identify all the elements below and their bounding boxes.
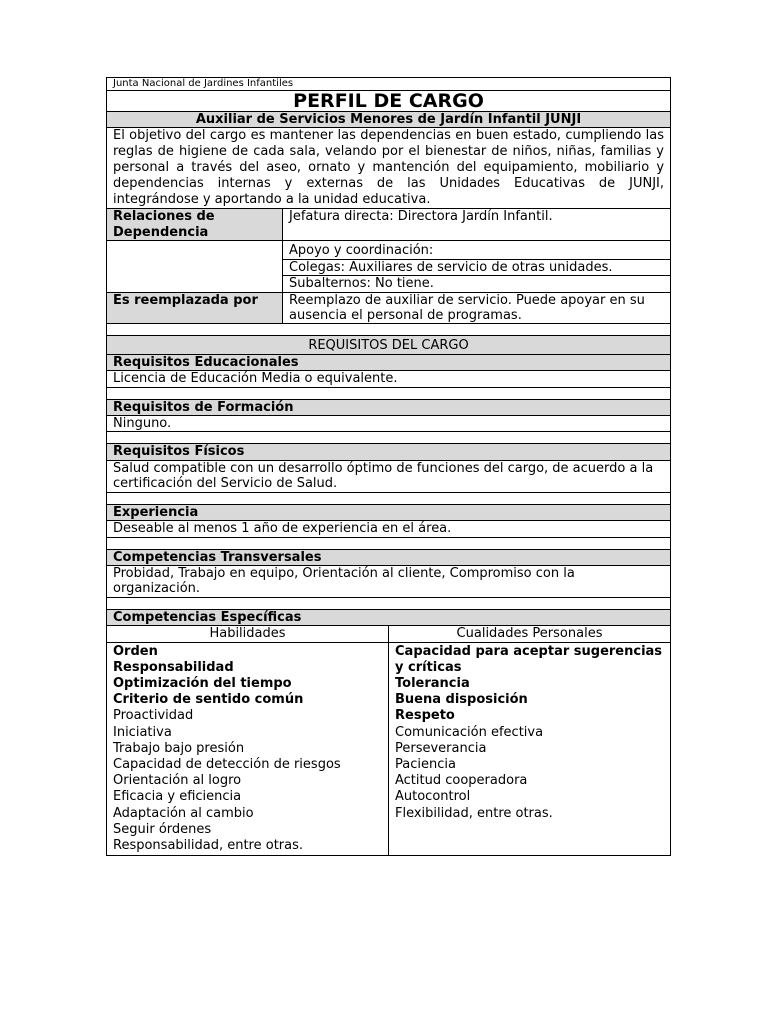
relations-empty-cell [107,241,283,292]
subordinates: Subalternos: No tiene. [283,276,671,292]
training-label: Requisitos de Formación [107,399,671,415]
position-title: Auxiliar de Servicios Menores de Jardín Infantil JUNJI [107,112,671,128]
quality-item: Tolerancia [395,675,470,691]
skill-item: Adaptación al cambio [113,805,254,821]
skill-item: Responsabilidad, entre otras. [113,837,304,853]
skill-item: Orientación al logro [113,773,242,789]
skill-item: Orden [113,643,158,659]
skill-item: Criterio de sentido común [113,692,304,708]
spacer-row [107,537,671,549]
quality-item: Flexibilidad, entre otras. [395,805,553,821]
education-label: Requisitos Educacionales [107,354,671,370]
quality-item: Respeto [395,708,455,724]
physical-label: Requisitos Físicos [107,444,671,460]
organization-name: Junta Nacional de Jardines Infantiles [107,78,671,91]
skill-item: Responsabilidad [113,659,234,675]
requirements-title: REQUISITOS DEL CARGO [107,336,671,354]
skill-item: Eficacia y eficiencia [113,789,242,805]
spacer-row [107,492,671,504]
qualities-list [389,642,671,856]
quality-item: Capacidad para aceptar sugerencias y críticas [395,643,663,675]
replaced-by-label: Es reemplazada por [107,292,283,324]
skill-item: Seguir órdenes [113,821,212,837]
training-value: Ninguno. [107,416,671,432]
support-coordination: Apoyo y coordinación: [283,241,671,259]
skill-item: Iniciativa [113,724,172,740]
skill-item: Trabajo bajo presión [113,740,245,756]
replaced-by-value: Reemplazo de auxiliar de servicio. Puede apoyar en su ausencia el personal de programas. [283,292,671,324]
quality-item: Paciencia [395,756,456,772]
spacer-row [107,597,671,609]
transversal-label: Competencias Transversales [107,549,671,565]
quality-item: Autocontrol [395,789,471,805]
skills-list [107,642,389,856]
skill-item: Optimización del tiempo [113,675,292,691]
qualities-header: Cualidades Personales [389,626,671,642]
quality-item: Comunicación efectiva [395,724,544,740]
quality-item: Actitud cooperadora [395,773,528,789]
education-value: Licencia de Educación Media o equivalente. [107,371,671,387]
quality-item: Perseverancia [395,740,487,756]
spacer-row [107,387,671,399]
spacer-row [107,324,671,336]
relations-label: Relaciones de Dependencia [107,209,283,241]
direct-supervisor: Jefatura directa: Directora Jardín Infantil. [283,209,671,241]
profile-table [106,77,671,856]
skill-item: Capacidad de detección de riesgos [113,756,341,772]
transversal-value: Probidad, Trabajo en equipo, Orientación al cliente, Compromiso con la organización. [107,565,671,597]
skills-header: Habilidades [107,626,389,642]
quality-item: Buena disposición [395,692,528,708]
objective-text: El objetivo del cargo es mantener las dependencias en buen estado, cumpliendo las reglas de higiene de cada sala, velando por el bienestar de niños, niñas, familias y personal a través del aseo, ornato y mantención del equipamiento, mobiliario y dependencias internas y externas de las Unidades Educativas de JUNJI, integrándose y aportando a la unidad educativa. [107,128,671,209]
job-profile-document [106,77,670,856]
document-title: PERFIL DE CARGO [107,91,671,112]
colleagues: Colegas: Auxiliares de servicio de otras unidades. [283,259,671,275]
spacer-row [107,432,671,444]
experience-label: Experiencia [107,504,671,520]
skill-item: Proactividad [113,708,194,724]
experience-value: Deseable al menos 1 año de experiencia en el área. [107,521,671,537]
physical-value: Salud compatible con un desarrollo óptimo de funciones del cargo, de acuerdo a la certificación del Servicio de Salud. [107,460,671,492]
specific-label: Competencias Específicas [107,609,671,625]
